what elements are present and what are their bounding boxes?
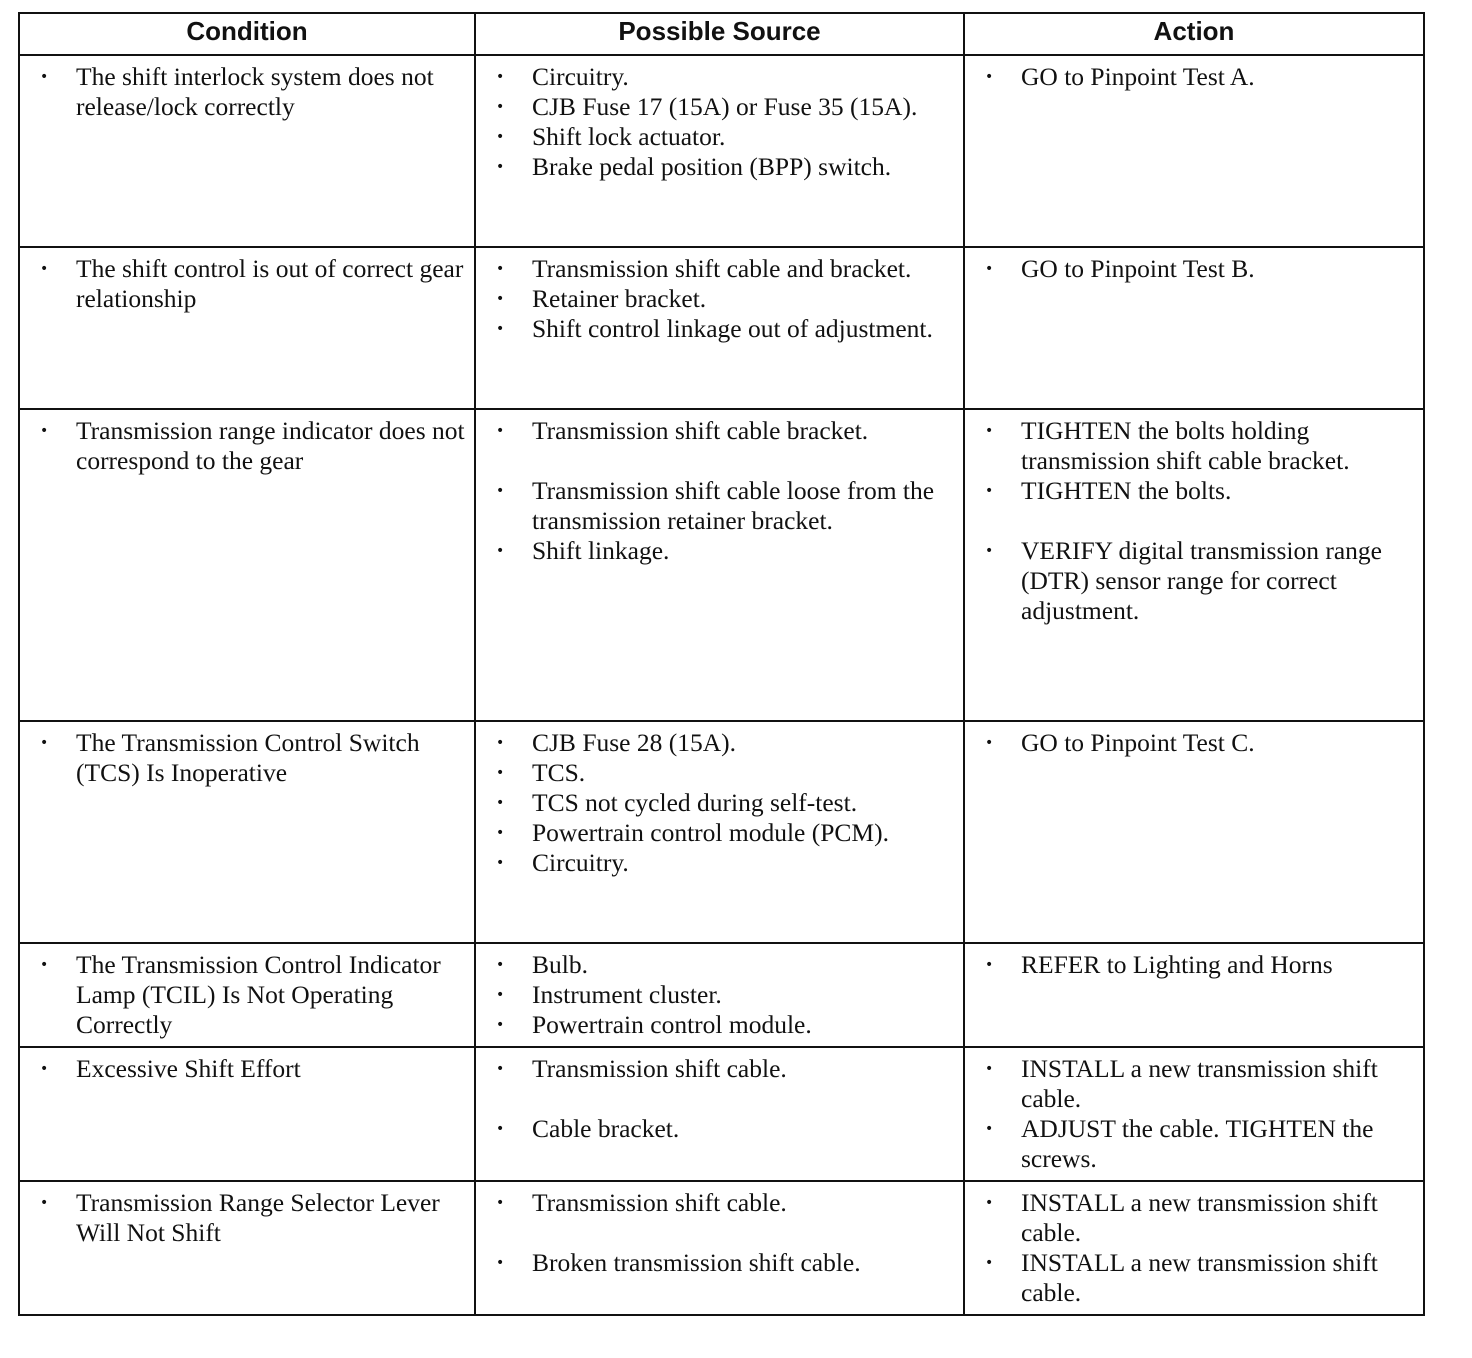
action-text: TIGHTEN the bolts. <box>1021 476 1232 505</box>
source-cell <box>475 247 964 409</box>
bullet-icon: • <box>985 1255 994 1271</box>
action-item <box>975 476 1415 506</box>
source-text: Cable bracket. <box>532 1114 680 1143</box>
source-text: Instrument cluster. <box>532 980 722 1009</box>
bullet-icon: • <box>496 99 505 115</box>
action-cell <box>964 409 1424 721</box>
condition-cell <box>19 943 475 1047</box>
bullet-icon: • <box>985 423 994 439</box>
table-row <box>19 247 1424 409</box>
action-item <box>975 950 1415 980</box>
bullet-icon: • <box>496 483 505 499</box>
action-cell <box>964 1047 1424 1181</box>
source-text: TCS. <box>532 758 586 787</box>
condition-text: Transmission range indicator does not correspond to the gear <box>76 416 465 475</box>
condition-item <box>30 1054 466 1084</box>
bullet-icon: • <box>40 261 49 277</box>
bullet-icon: • <box>985 957 994 973</box>
table-row <box>19 943 1424 1047</box>
condition-cell <box>19 409 475 721</box>
bullet-icon: • <box>40 1061 49 1077</box>
source-text: Shift linkage. <box>532 536 670 565</box>
condition-cell <box>19 247 475 409</box>
source-text: Transmission shift cable bracket. <box>532 416 869 445</box>
action-cell <box>964 943 1424 1047</box>
header-action: Action <box>964 13 1424 55</box>
source-item <box>486 416 955 446</box>
bullet-icon: • <box>496 159 505 175</box>
source-text: TCS not cycled during self-test. <box>532 788 858 817</box>
source-cell <box>475 943 964 1047</box>
source-item <box>486 152 955 182</box>
bullet-icon: • <box>985 735 994 751</box>
source-text: CJB Fuse 17 (15A) or Fuse 35 (15A). <box>532 92 918 121</box>
action-cell <box>964 1181 1424 1315</box>
condition-text: The Transmission Control Switch (TCS) Is Inoperative <box>76 728 420 787</box>
source-text: Powertrain control module (PCM). <box>532 818 889 847</box>
source-text: Powertrain control module. <box>532 1010 812 1039</box>
table-row <box>19 1047 1424 1181</box>
bullet-icon: • <box>496 291 505 307</box>
action-item <box>975 1188 1415 1248</box>
header-row <box>19 13 1424 55</box>
condition-cell <box>19 55 475 247</box>
condition-item <box>30 62 466 122</box>
source-cell <box>475 55 964 247</box>
action-cell <box>964 55 1424 247</box>
source-item <box>486 476 955 536</box>
source-item <box>486 1248 955 1278</box>
source-cell <box>475 721 964 943</box>
action-item <box>975 536 1415 626</box>
action-item <box>975 254 1415 284</box>
table-row <box>19 409 1424 721</box>
action-item <box>975 1114 1415 1174</box>
bullet-icon: • <box>496 1121 505 1137</box>
bullet-icon: • <box>496 795 505 811</box>
table-row <box>19 1181 1424 1315</box>
condition-cell <box>19 1047 475 1181</box>
bullet-icon: • <box>40 957 49 973</box>
condition-item <box>30 416 466 476</box>
action-text: VERIFY digital transmission range (DTR) sensor range for correct adjustment. <box>1021 536 1382 625</box>
source-item <box>486 284 955 314</box>
source-item <box>486 122 955 152</box>
bullet-icon: • <box>496 1061 505 1077</box>
source-text: Circuitry. <box>532 848 629 877</box>
bullet-icon: • <box>496 543 505 559</box>
action-item <box>975 416 1415 476</box>
source-item <box>486 1188 955 1218</box>
bullet-icon: • <box>496 855 505 871</box>
source-item <box>486 950 955 980</box>
source-item <box>486 818 955 848</box>
bullet-icon: • <box>496 735 505 751</box>
source-item <box>486 62 955 92</box>
source-item <box>486 536 955 566</box>
bullet-icon: • <box>496 765 505 781</box>
source-text: Shift control linkage out of adjustment. <box>532 314 933 343</box>
source-text: Brake pedal position (BPP) switch. <box>532 152 892 181</box>
action-text: GO to Pinpoint Test C. <box>1021 728 1255 757</box>
condition-cell <box>19 721 475 943</box>
source-text: Bulb. <box>532 950 588 979</box>
bullet-icon: • <box>496 1017 505 1033</box>
condition-item <box>30 1188 466 1248</box>
bullet-icon: • <box>40 69 49 85</box>
source-item <box>486 1010 955 1040</box>
bullet-icon: • <box>496 423 505 439</box>
source-item <box>486 848 955 878</box>
action-item <box>975 1054 1415 1114</box>
source-item <box>486 314 955 344</box>
source-cell <box>475 1181 964 1315</box>
bullet-icon: • <box>496 957 505 973</box>
source-text: Transmission shift cable. <box>532 1188 787 1217</box>
condition-item <box>30 254 466 314</box>
source-item <box>486 980 955 1010</box>
condition-text: Transmission Range Selector Lever Will Not Shift <box>76 1188 440 1247</box>
header-possible-source: Possible Source <box>475 13 964 55</box>
source-item <box>486 1114 955 1144</box>
diagnosis-table-sheet <box>18 12 1423 1316</box>
action-text: REFER to Lighting and Horns <box>1021 950 1333 979</box>
action-item <box>975 62 1415 92</box>
action-cell <box>964 247 1424 409</box>
symptom-chart-table <box>18 12 1425 1316</box>
source-item <box>486 728 955 758</box>
action-cell <box>964 721 1424 943</box>
source-item <box>486 758 955 788</box>
header-condition: Condition <box>19 13 475 55</box>
bullet-icon: • <box>496 261 505 277</box>
condition-text: The shift interlock system does not release/lock correctly <box>76 62 434 121</box>
bullet-icon: • <box>40 735 49 751</box>
source-text: Transmission shift cable loose from the transmission retainer bracket. <box>532 476 935 535</box>
action-text: GO to Pinpoint Test A. <box>1021 62 1255 91</box>
source-cell <box>475 1047 964 1181</box>
condition-text: Excessive Shift Effort <box>76 1054 301 1083</box>
bullet-icon: • <box>496 987 505 1003</box>
bullet-icon: • <box>985 1121 994 1137</box>
action-item <box>975 728 1415 758</box>
bullet-icon: • <box>496 129 505 145</box>
condition-item <box>30 950 466 1040</box>
action-text: GO to Pinpoint Test B. <box>1021 254 1255 283</box>
source-item <box>486 254 955 284</box>
action-text: INSTALL a new transmission shift cable. <box>1021 1248 1378 1307</box>
action-text: INSTALL a new transmission shift cable. <box>1021 1054 1378 1113</box>
bullet-icon: • <box>985 483 994 499</box>
table-row <box>19 721 1424 943</box>
condition-cell <box>19 1181 475 1315</box>
source-text: Circuitry. <box>532 62 629 91</box>
condition-text: The Transmission Control Indicator Lamp (TCIL) Is Not Operating Correctly <box>76 950 441 1039</box>
bullet-icon: • <box>985 1061 994 1077</box>
bullet-icon: • <box>40 423 49 439</box>
source-text: Retainer bracket. <box>532 284 707 313</box>
source-item <box>486 1054 955 1084</box>
bullet-icon: • <box>985 543 994 559</box>
condition-text: The shift control is out of correct gear relationship <box>76 254 464 313</box>
source-item <box>486 92 955 122</box>
table-row <box>19 55 1424 247</box>
bullet-icon: • <box>496 69 505 85</box>
bullet-icon: • <box>496 1195 505 1211</box>
bullet-icon: • <box>40 1195 49 1211</box>
source-text: CJB Fuse 28 (15A). <box>532 728 737 757</box>
bullet-icon: • <box>985 1195 994 1211</box>
bullet-icon: • <box>496 1255 505 1271</box>
bullet-icon: • <box>985 261 994 277</box>
action-item <box>975 1248 1415 1308</box>
source-cell <box>475 409 964 721</box>
source-item <box>486 788 955 818</box>
action-text: ADJUST the cable. TIGHTEN the screws. <box>1021 1114 1374 1173</box>
bullet-icon: • <box>496 825 505 841</box>
source-text: Shift lock actuator. <box>532 122 726 151</box>
bullet-icon: • <box>985 69 994 85</box>
source-text: Transmission shift cable. <box>532 1054 787 1083</box>
source-text: Broken transmission shift cable. <box>532 1248 861 1277</box>
source-text: Transmission shift cable and bracket. <box>532 254 912 283</box>
action-text: TIGHTEN the bolts holding transmission shift cable bracket. <box>1021 416 1350 475</box>
bullet-icon: • <box>496 321 505 337</box>
action-text: INSTALL a new transmission shift cable. <box>1021 1188 1378 1247</box>
condition-item <box>30 728 466 788</box>
